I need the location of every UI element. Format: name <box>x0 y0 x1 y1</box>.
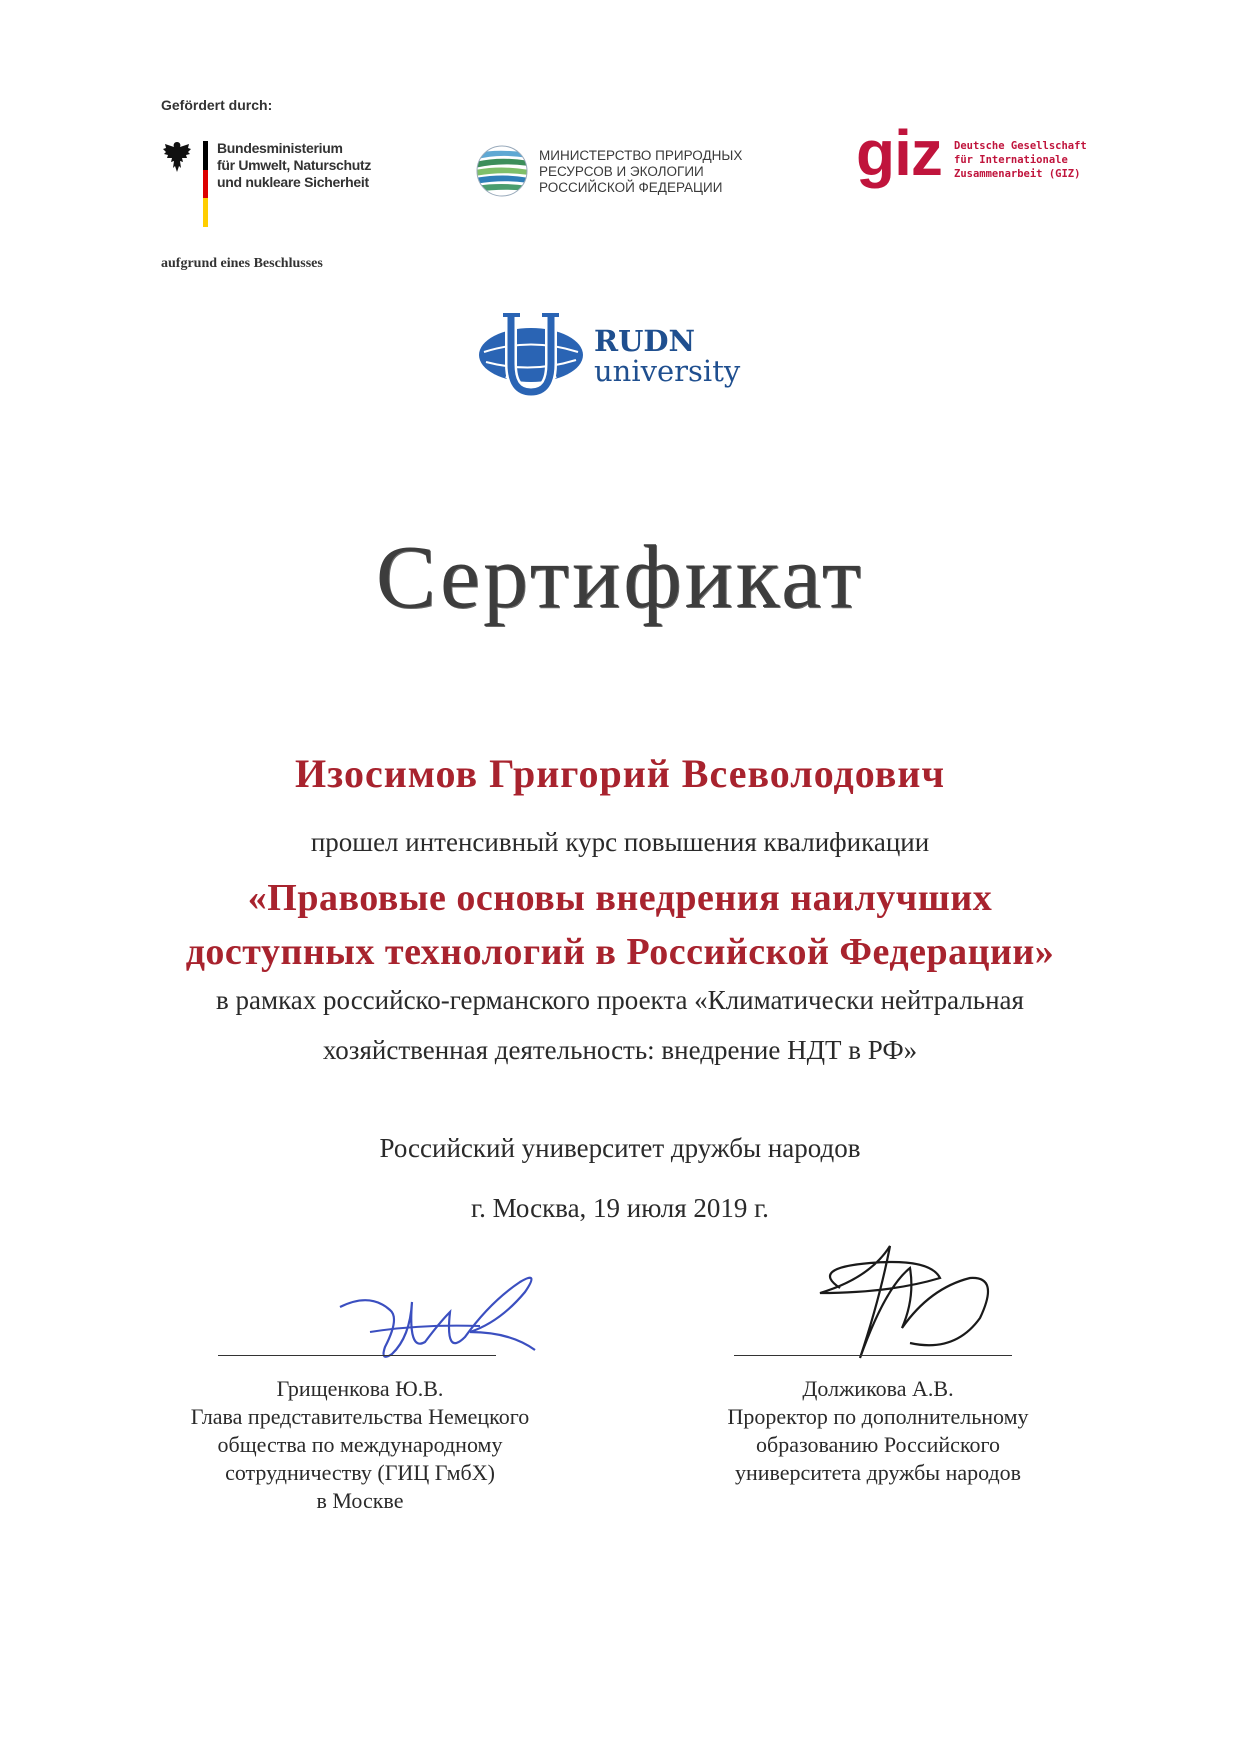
federal-eagle-icon <box>162 140 192 176</box>
ministry-logo <box>475 142 775 202</box>
place-and-date: г. Москва, 19 июля 2019 г. <box>471 1193 769 1223</box>
right-signatory <box>658 1375 1098 1487</box>
right-signatory-title-3: университета дружбы народов <box>734 1460 1022 1485</box>
project-line-1: в рамках российско-германского проекта «Климатически нейтральная <box>216 985 1024 1015</box>
left-signature-icon <box>330 1262 550 1382</box>
left-signatory-name: Грищенкова Ю.В. <box>276 1376 444 1401</box>
right-signature-line <box>734 1355 1012 1356</box>
german-flag-bar <box>203 141 208 227</box>
left-signatory-title-2: общества по международному <box>217 1432 503 1457</box>
decision-label: aufgrund eines Beschlusses <box>161 256 323 271</box>
left-signatory-title-1: Глава представительства Немецкого <box>190 1404 530 1429</box>
giz-logo <box>856 117 1096 200</box>
ministry-globe-icon <box>475 144 529 198</box>
recipient-name: Изосимов Григорий Всеволодович <box>294 751 946 796</box>
left-signature-line <box>218 1355 496 1356</box>
rudn-globe-u-icon <box>476 312 586 402</box>
ministry-name: МИНИСТЕРСТВО ПРИРОДНЫХ РЕСУРСОВ И ЭКОЛОГИИ РОССИЙСКОЙ ФЕДЕРАЦИИ <box>539 148 743 195</box>
giz-wordmark: giz <box>856 117 942 189</box>
rudn-logo <box>476 312 776 402</box>
university-name: Российский университет дружбы народов <box>379 1133 861 1163</box>
left-signatory <box>140 1375 580 1515</box>
right-signatory-name: Должикова А.В. <box>802 1376 954 1401</box>
right-signatory-title-2: образованию Российского <box>756 1432 1000 1457</box>
giz-name: Deutsche Gesellschaft für Internationale Zusammenarbeit (GIZ) <box>954 140 1087 180</box>
rudn-name: RUDN <box>594 324 696 358</box>
course-title-line-2: доступных технологий в Российской Федерации» <box>185 931 1055 973</box>
rudn-subtitle: university <box>594 354 741 388</box>
project-line-2: хозяйственная деятельность: внедрение НДТ в РФ» <box>322 1035 918 1065</box>
bmu-logo <box>162 138 402 230</box>
right-signatory-title-1: Проректор по дополнительному <box>727 1404 1029 1429</box>
bmu-name: Bundesministerium für Umwelt, Naturschutz und nukleare Sicherheit <box>217 140 372 190</box>
right-signature-icon <box>790 1238 1020 1368</box>
left-signatory-title-4: в Москве <box>316 1488 404 1513</box>
course-title-line-1: «Правовые основы внедрения наилучших <box>247 877 993 919</box>
completion-statement: прошел интенсивный курс повышения квалификации <box>310 827 930 857</box>
left-signatory-title-3: сотрудничеству (ГИЦ ГмбХ) <box>225 1460 495 1485</box>
certificate-title: Сертификат <box>375 528 865 627</box>
funded-by-label: Gefördert durch: <box>161 97 273 113</box>
